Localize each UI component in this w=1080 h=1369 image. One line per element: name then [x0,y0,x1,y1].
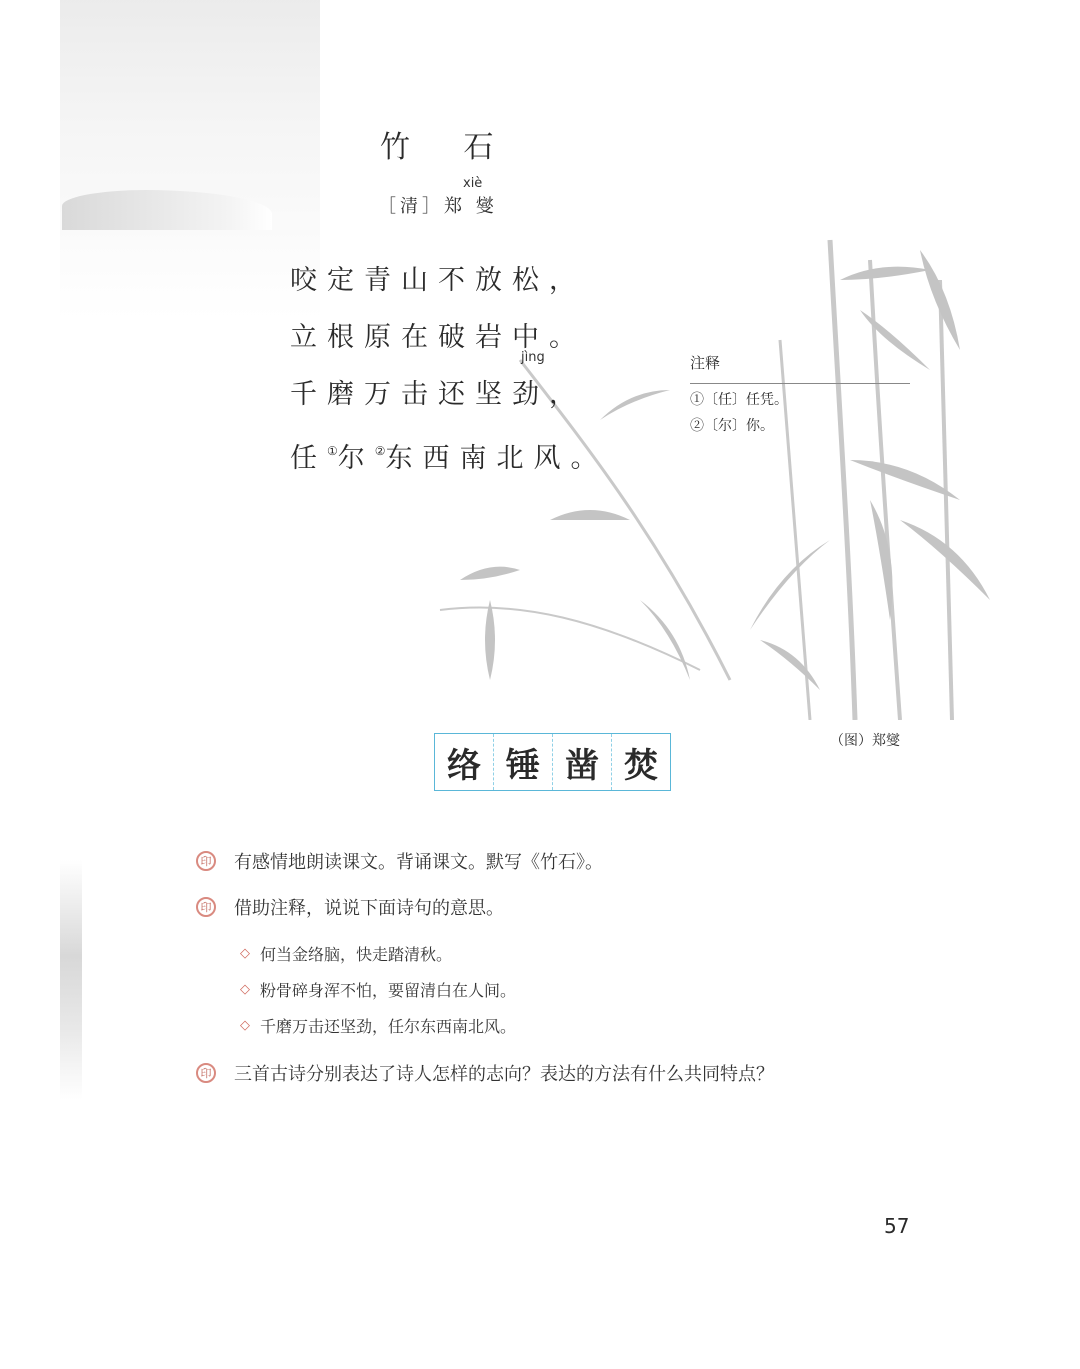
exercise-1 [196,848,603,874]
new-characters-box [434,733,671,791]
new-character: 焚 [624,745,658,786]
new-character: 凿 [553,734,612,790]
note-marker-2: ② [374,444,386,458]
poem-line-3: 千磨万击还坚劲， [290,379,586,410]
note-marker-1: ① [327,444,338,458]
seal-icon: 印 [196,851,216,871]
background-mist [60,0,320,320]
exercise-2 [196,894,504,920]
author-pinyin: xiè [463,176,483,191]
annotations [690,352,910,436]
exercise-item-text: 千磨万击还坚劲，任尔东西南北风。 [260,1017,517,1036]
exercise-item-text: 何当金络脑，快走踏清秋。 [260,945,453,964]
exercise-2-item [240,978,516,1001]
new-character: 锤 [494,734,553,790]
poem-line-4-text: 任 [290,443,327,474]
exercise-text: 借助注释，说说下面诗句的意思。 [234,898,504,919]
exercise-2-item [240,942,452,965]
poem-title: 竹 石 [380,130,516,165]
exercise-3 [196,1060,774,1086]
new-character: 络 [435,734,494,790]
seal-icon: 印 [196,897,216,917]
poem-body [290,252,608,480]
exercise-item-text: 粉骨碎身浑不怕，要留清白在人间。 [260,981,517,1000]
poem-author: ［清］郑 燮 [378,196,498,217]
poem-line-2: 立根原在破岩中。 [290,322,586,353]
jin-pinyin: jìng [521,350,545,365]
exercise-text: 有感情地朗读课文。背诵课文。默写《竹石》。 [234,852,603,873]
image-credit: （图）郑燮 [830,733,900,749]
poem-line-1: 咬定青山不放松， [290,265,586,296]
seal-icon: 印 [196,1063,216,1083]
poem-line-4-text: 东西南北风。 [385,443,608,474]
annotations-title: 注释 [690,352,910,384]
page-number: 57 [884,1214,910,1238]
annotation-item: ①〔任〕任凭。 [690,392,788,408]
diamond-bullet-icon: ◇ [240,1018,250,1033]
poem-line-4 [290,423,608,480]
diamond-bullet-icon: ◇ [240,946,250,961]
background-mist-lower [60,860,82,1100]
diamond-bullet-icon: ◇ [240,982,250,997]
annotation-item: ②〔尔〕你。 [690,418,774,434]
exercise-2-item [240,1014,516,1037]
poem-line-4-text: 尔 [337,443,375,474]
exercise-text: 三首古诗分别表达了诗人怎样的志向？表达的方法有什么共同特点？ [234,1064,774,1085]
